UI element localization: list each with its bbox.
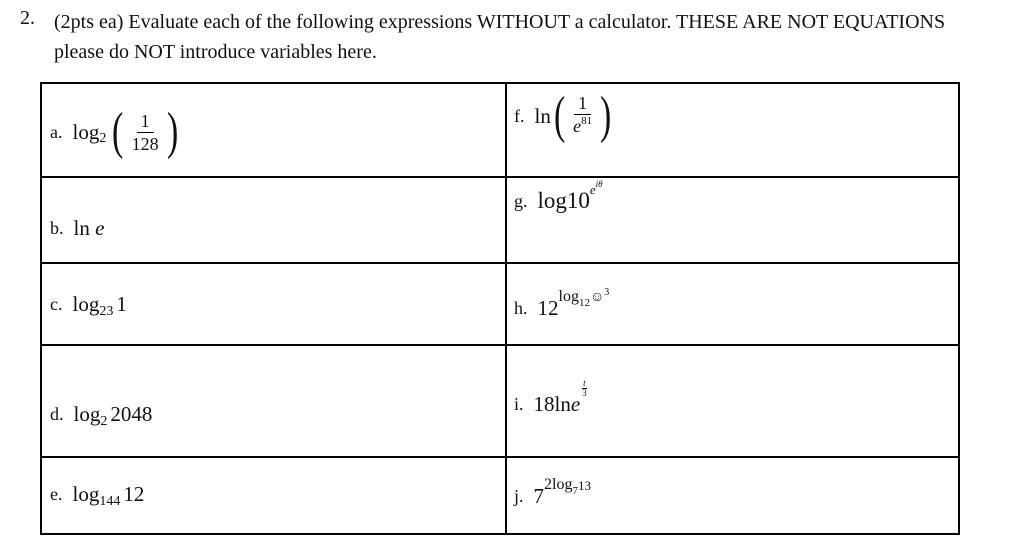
ln-function: ln	[554, 392, 571, 416]
item-label: a.	[50, 121, 63, 142]
denominator	[569, 115, 596, 139]
instructions-line-1: (2pts ea) Evaluate each of the following expressions WITHOUT a calculator. THESE ARE NOT EQUATIONS	[54, 11, 946, 33]
log-base: 144	[99, 493, 121, 509]
item-d	[50, 402, 152, 427]
denominator-exponent: 81	[581, 115, 593, 127]
instructions-line-2: please do NOT introduce variables here.	[54, 41, 377, 63]
fraction	[128, 111, 163, 154]
item-label: j.	[514, 486, 524, 506]
column-divider	[505, 84, 507, 533]
item-f	[514, 87, 615, 144]
fraction	[569, 93, 596, 139]
argument: 2048	[110, 402, 153, 426]
row-divider	[42, 344, 958, 346]
denominator-base: e	[573, 116, 582, 136]
item-label: i.	[514, 394, 524, 414]
exponent-log: log	[558, 287, 579, 305]
item-g	[514, 179, 603, 214]
log-base: 23	[99, 303, 114, 319]
log-function: log	[72, 119, 100, 144]
right-paren: )	[600, 87, 612, 144]
argument: 1	[116, 292, 127, 316]
exponent-log-base: 12	[578, 296, 590, 309]
exponent-exponent: iθ	[595, 179, 603, 189]
item-label: h.	[514, 298, 528, 318]
item-e	[50, 482, 144, 507]
log-function: log	[72, 292, 100, 316]
coefficient: 18	[533, 392, 555, 416]
numerator: 1	[574, 93, 591, 115]
left-paren: (	[553, 87, 566, 144]
ln-function: ln	[534, 103, 551, 128]
row-divider	[42, 262, 958, 264]
item-b	[50, 216, 104, 241]
log-base: 2	[99, 131, 107, 146]
log-base: 2	[100, 413, 108, 429]
row-divider	[42, 176, 958, 178]
exponent-fraction	[581, 379, 588, 398]
exponent-base: e	[589, 182, 596, 197]
denominator: 128	[131, 133, 159, 154]
item-label: e.	[50, 484, 63, 504]
item-label: c.	[50, 294, 63, 314]
item-label: g.	[514, 190, 528, 211]
argument: e	[570, 392, 581, 416]
numerator: 1	[137, 111, 154, 133]
item-c	[50, 292, 127, 317]
exponent-log-base: 7	[572, 484, 578, 497]
question-number: 2.	[20, 7, 35, 29]
item-label: b.	[50, 218, 64, 238]
row-divider	[42, 456, 958, 458]
log10-function: log10	[537, 188, 590, 213]
exponent-denominator: 3	[582, 388, 587, 398]
exponent-log: 2log	[544, 475, 573, 493]
base: 7	[533, 484, 545, 508]
argument: 12	[123, 482, 145, 506]
question-instructions	[54, 7, 1014, 67]
problem-table	[40, 82, 960, 535]
right-paren: )	[166, 103, 178, 160]
base: 12	[537, 296, 559, 320]
smiley-power: 3	[604, 287, 610, 298]
left-paren: (	[112, 103, 124, 160]
exponent-numerator: t	[583, 378, 586, 388]
log-function: log	[73, 402, 101, 426]
item-label: d.	[50, 404, 64, 424]
ln-function: ln	[73, 216, 90, 240]
item-label: f.	[514, 105, 525, 126]
item-j	[514, 475, 591, 509]
item-h	[514, 287, 610, 321]
item-a	[50, 103, 181, 160]
log-function: log	[72, 482, 100, 506]
exponent-argument: 13	[577, 477, 591, 493]
argument: e	[95, 216, 105, 240]
item-i	[514, 378, 588, 417]
smiley-icon: ☺	[589, 289, 605, 305]
